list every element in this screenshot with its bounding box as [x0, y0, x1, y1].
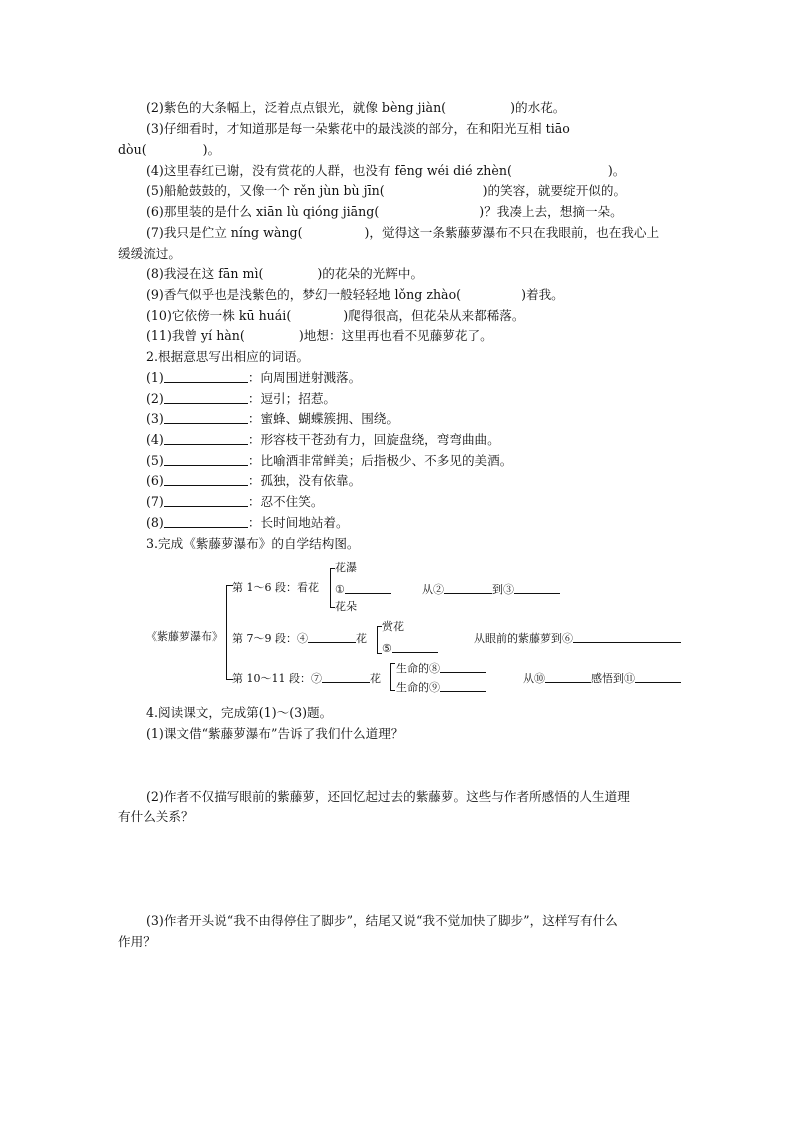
- q2-item: (2) ：逗引；招惹。: [146, 391, 336, 406]
- q4-question-2-cont: 有什么关系？: [118, 809, 194, 824]
- q1-item-4: (4)这里春红已谢，没有赏花的人群，也没有 fēng wéi dié zhèn( )。: [146, 163, 626, 178]
- branch-3-text: 从⑩ 感悟到⑪: [523, 670, 681, 686]
- q1-item-7: (7)我只是伫立 níng wàng( )，觉得这一条紫藤萝瀑布不只在我眼前，也在我心上: [146, 225, 660, 240]
- q1-item-9: (9)香气似乎也是浅紫色的，梦幻一般轻轻地 lǒng zhào( )着我。: [146, 287, 564, 302]
- q3-heading: 3.完成《紫藤萝瀑布》的自学结构图。: [146, 536, 360, 551]
- branch-1-sub-3: 花朵: [335, 600, 357, 613]
- q1-item-10: (10)它依傍一株 kū huái( )爬得很高，但花朵从来都稀落。: [146, 308, 525, 323]
- q1-item-6: (6)那里装的是什么 xiān lù qióng jiāng( )？我凑上去，想摘一朵。: [146, 204, 623, 219]
- q1-item-3-cont: dòu( )。: [118, 142, 221, 157]
- branch-3-sub-1: 生命的⑧: [396, 660, 486, 676]
- branch-1-sub-1: 花瀑: [335, 561, 357, 574]
- q2-item: (6) ：孤独，没有依靠。: [146, 473, 362, 488]
- branch-1-sub-2: ①: [335, 581, 391, 597]
- q2-item: (7) ：忍不住笑。: [146, 494, 324, 509]
- q1-item-8: (8)我浸在这 fān mì( )的花朵的光辉中。: [146, 266, 424, 281]
- q4-question-3-cont: 作用？: [118, 934, 156, 949]
- branch-3-brace: [390, 663, 395, 691]
- q1-item-2: (2)紫色的大条幅上，泛着点点银光，就像 bèng jiàn( )的水花。: [146, 100, 566, 115]
- branch-3-sub-2: 生命的⑨: [396, 679, 486, 695]
- q4-question-2: (2)作者不仅描写眼前的紫藤萝，还回忆起过去的紫藤萝。这些与作者所感悟的人生道理: [146, 789, 630, 804]
- q2-item: (8) ：长时间地站着。: [146, 515, 349, 530]
- q1-item-11: (11)我曾 yí hàn( )地想：这里再也看不见藤萝花了。: [146, 328, 493, 343]
- branch-2-sub-1: 赏花: [382, 620, 404, 633]
- q4-question-1: (1)课文借“紫藤萝瀑布”告诉了我们什么道理？: [146, 726, 404, 741]
- branch-2-sub-2: ⑤: [382, 640, 438, 656]
- q1-item-3: (3)仔细看时，才知道那是每一朵紫花中的最浅淡的部分，在和阳光互相 tiāo: [146, 121, 570, 136]
- q2-heading: 2.根据意思写出相应的词语。: [146, 349, 310, 364]
- q2-item: (4) ：形容枝干苍劲有力，回旋盘绕，弯弯曲曲。: [146, 432, 500, 447]
- q2-item: (1) ：向周围迸射溅落。: [146, 370, 362, 385]
- branch-2-label: 第 7～9 段：④ 花: [232, 632, 367, 645]
- branch-3-label: 第 10～11 段：⑦ 花: [232, 672, 381, 685]
- q2-item: (5) ：比喻酒非常鲜美；后指极少、不多见的美酒。: [146, 453, 513, 468]
- branch-1-label: 第 1～6 段：看花: [232, 581, 319, 594]
- branch-1-text: 从② 到③: [422, 581, 560, 597]
- q4-question-3: (3)作者开头说“我不由得停住了脚步”，结尾又说“我不觉加快了脚步”，这样写有什么: [146, 913, 618, 928]
- branch-2-text: 从眼前的紫藤萝到⑥: [474, 630, 681, 646]
- q1-item-5: (5)船舱鼓鼓的，又像一个 rěn jùn bù jīn( )的笑容，就要绽开似的。: [146, 183, 627, 198]
- diagram-root: 《紫藤萝瀑布》: [146, 630, 223, 643]
- q2-item: (3) ：蜜蜂、蝴蝶簇拥、围绕。: [146, 411, 399, 426]
- q4-heading: 4.阅读课文，完成第(1)～(3)题。: [146, 705, 333, 720]
- q1-item-7-cont: 缓缓流过。: [118, 246, 181, 261]
